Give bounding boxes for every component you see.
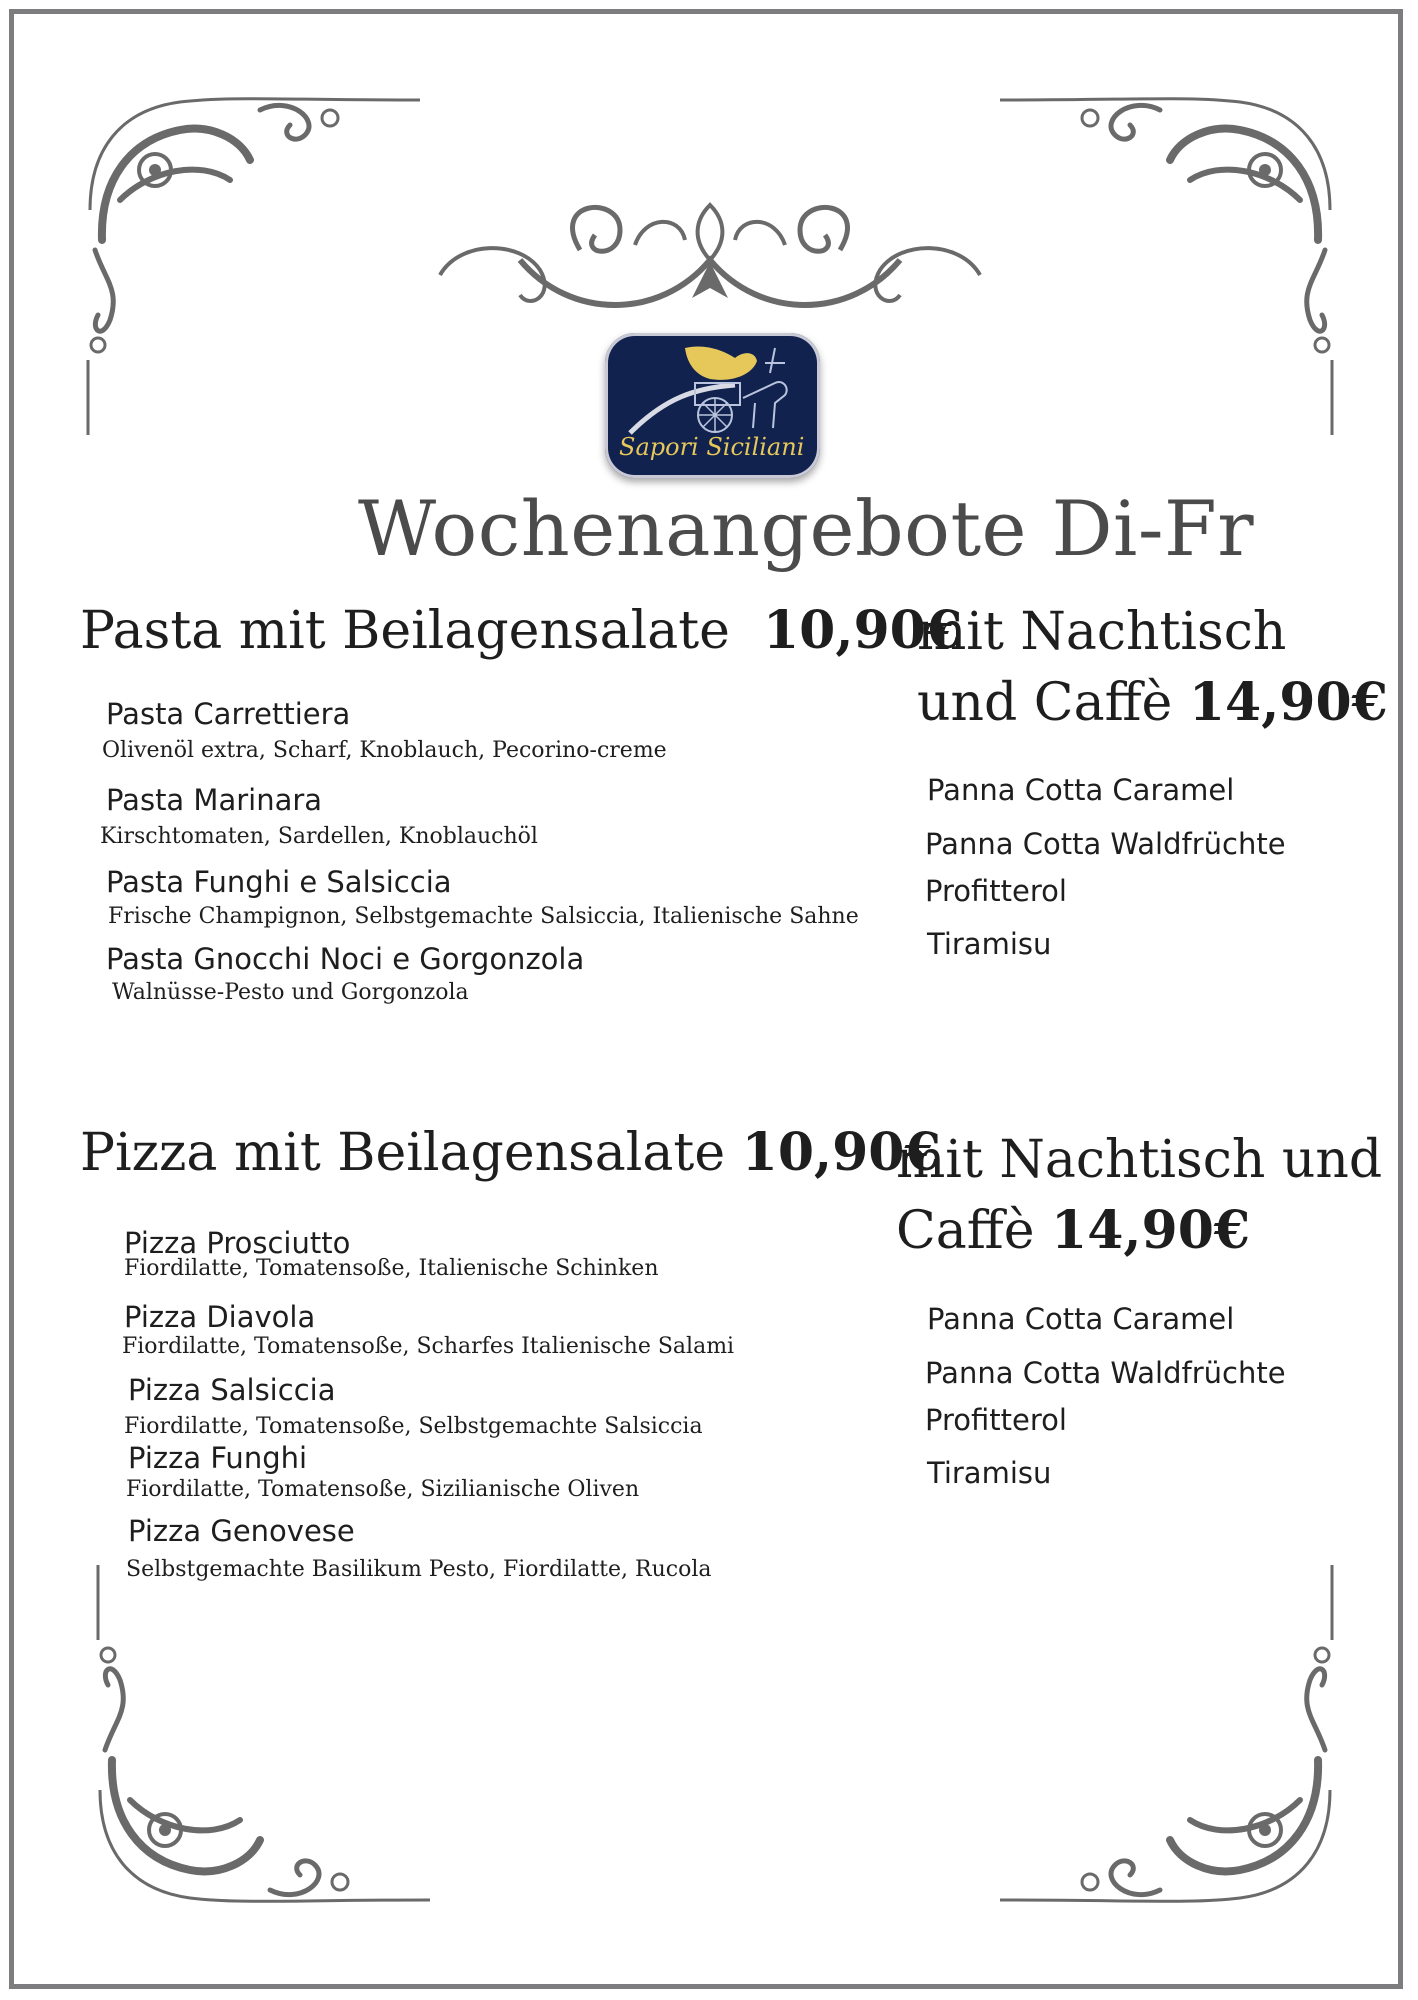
pizza-item-desc: Fiordilatte, Tomatensoße, Italienische Schinken — [124, 1256, 659, 1281]
pasta-dessert-item: Panna Cotta Caramel — [927, 773, 1235, 807]
pasta-item-name: Pasta Funghi e Salsiccia — [106, 865, 452, 899]
pasta-dessert-item: Profitterol — [925, 874, 1067, 908]
pizza-dessert-item: Profitterol — [925, 1403, 1067, 1437]
page-title: Wochenangebote Di-Fr — [358, 484, 1255, 573]
corner-ornament-bottom-left — [90, 1560, 435, 1910]
corner-ornament-bottom-right — [995, 1560, 1340, 1910]
pasta-item-desc: Kirschtomaten, Sardellen, Knoblauchöl — [100, 824, 538, 849]
pizza-heading — [80, 1122, 941, 1183]
pasta-price: 10,90€ — [763, 600, 963, 661]
pasta-dessert-heading-line1: mit Nachtisch — [917, 602, 1287, 662]
pizza-item-desc: Selbstgemachte Basilikum Pesto, Fiordilatte, Rucola — [126, 1557, 712, 1582]
logo — [605, 333, 820, 478]
pasta-dessert-heading-line2 — [917, 672, 1388, 733]
pizza-dessert-item: Tiramisu — [927, 1456, 1052, 1490]
pizza-item-desc: Fiordilatte, Tomatensoße, Scharfes Italienische Salami — [122, 1334, 735, 1359]
pasta-heading-text: Pasta mit Beilagensalate — [80, 601, 730, 661]
pasta-item-desc: Frische Champignon, Selbstgemachte Salsiccia, Italienische Sahne — [108, 904, 859, 929]
pizza-dessert-heading-line1: mit Nachtisch und — [896, 1130, 1383, 1190]
pizza-item-desc: Fiordilatte, Tomatensoße, Sizilianische Oliven — [126, 1477, 640, 1502]
corner-ornament-top-right — [995, 90, 1340, 440]
pasta-item-name: Pasta Gnocchi Noci e Gorgonzola — [106, 942, 585, 976]
pasta-dessert-price: 14,90€ — [1188, 672, 1388, 733]
title-flourish — [430, 200, 990, 330]
pasta-item-name: Pasta Marinara — [106, 783, 323, 817]
pizza-item-name: Pizza Diavola — [124, 1300, 316, 1334]
pasta-item-desc: Walnüsse-Pesto und Gorgonzola — [112, 980, 469, 1005]
pasta-dessert-item: Panna Cotta Waldfrüchte — [925, 827, 1286, 861]
pizza-dessert-item: Panna Cotta Waldfrüchte — [925, 1356, 1286, 1390]
pizza-dessert-item: Panna Cotta Caramel — [927, 1302, 1235, 1336]
logo-text: Sapori Siciliani — [619, 433, 805, 461]
pasta-dessert-item: Tiramisu — [927, 927, 1052, 961]
pizza-dessert-heading-line2 — [896, 1200, 1250, 1261]
pasta-item-desc: Olivenöl extra, Scharf, Knoblauch, Pecorino-creme — [102, 738, 667, 763]
pizza-price: 10,90€ — [741, 1122, 941, 1183]
pizza-dessert-heading-text: Caffè — [896, 1201, 1035, 1261]
pizza-item-name: Pizza Prosciutto — [124, 1226, 351, 1260]
pizza-item-name: Pizza Funghi — [128, 1441, 308, 1475]
pizza-item-name: Pizza Salsiccia — [128, 1373, 336, 1407]
pizza-heading-text: Pizza mit Beilagensalate — [80, 1123, 726, 1183]
pasta-dessert-heading-text: und Caffè — [917, 673, 1173, 733]
logo-cart-icon — [625, 343, 805, 438]
pasta-item-name: Pasta Carrettiera — [106, 697, 351, 731]
corner-ornament-top-left — [80, 90, 425, 440]
pizza-item-name: Pizza Genovese — [128, 1514, 355, 1548]
pizza-item-desc: Fiordilatte, Tomatensoße, Selbstgemachte Salsiccia — [124, 1414, 703, 1439]
pasta-heading — [80, 600, 962, 661]
pizza-dessert-price: 14,90€ — [1051, 1200, 1251, 1261]
